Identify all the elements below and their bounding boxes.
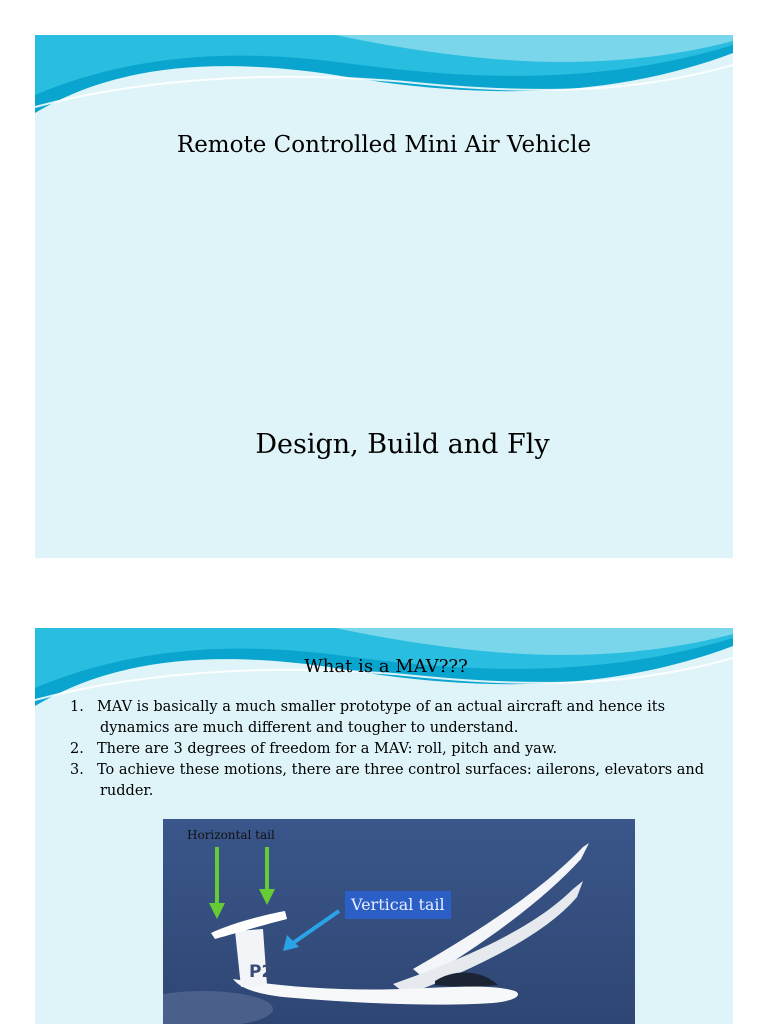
wave-header-decoration (35, 35, 733, 115)
slide-title: What is a MAV??? (304, 656, 468, 677)
list-text: There are 3 degrees of freedom for a MAV: roll, pitch and yaw. (97, 741, 558, 757)
list-number: 3. (70, 762, 84, 778)
list-item (70, 697, 720, 739)
numbered-list (70, 697, 720, 802)
mav-slide (35, 628, 733, 1024)
list-text-continued: dynamics are much different and tougher to understand. (100, 720, 519, 736)
list-item (70, 739, 720, 760)
list-number: 1. (70, 699, 84, 715)
glider-illustration (163, 819, 635, 1024)
list-item (70, 760, 720, 802)
slide-title: Remote Controlled Mini Air Vehicle (176, 132, 592, 158)
horizontal-tail-label: Horizontal tail (187, 828, 275, 842)
list-text-continued: rudder. (100, 783, 154, 799)
title-slide (35, 35, 733, 558)
slide-subtitle: Design, Build and Fly (255, 429, 550, 460)
tail-code: P2 (249, 962, 274, 982)
vertical-tail-label: Vertical tail (345, 891, 451, 919)
list-number: 2. (70, 741, 84, 757)
list-text: MAV is basically a much smaller prototype of an actual aircraft and hence its (97, 699, 666, 715)
glider-photo (163, 819, 635, 1024)
list-text: To achieve these motions, there are three control surfaces: ailerons, elevators and (97, 762, 705, 778)
